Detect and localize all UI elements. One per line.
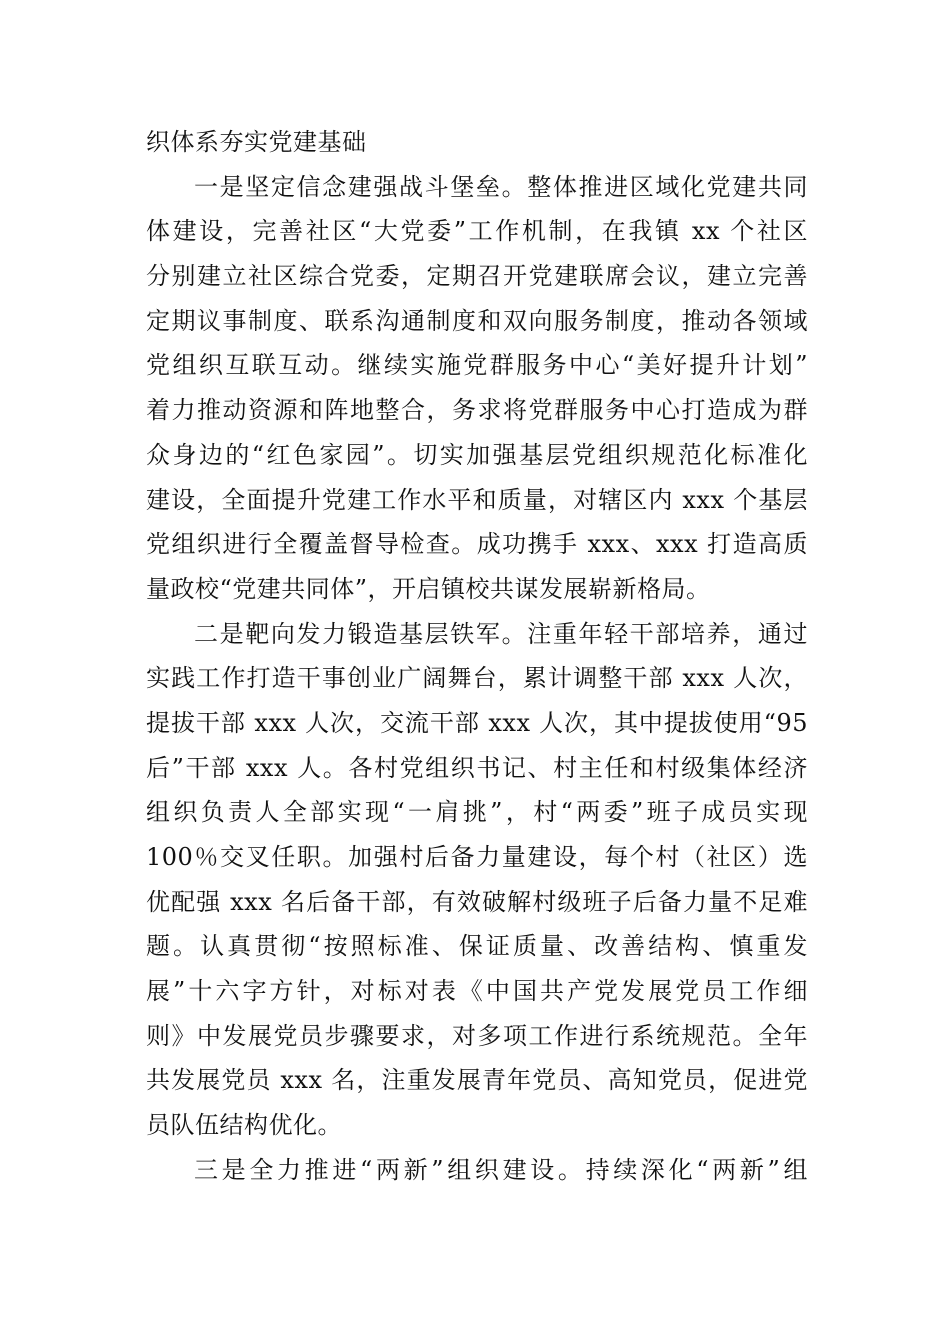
text-line: 定期议事制度、联系沟通制度和双向服务制度，推动各领域 bbox=[146, 306, 808, 335]
text-line: 100％交叉任职。加强村后备力量建设，每个村（社区）选 bbox=[146, 843, 808, 871]
text-line: 后”干部 xxx 人。各村党组织书记、村主任和村级集体经济 bbox=[146, 753, 808, 782]
text-line: 织体系夯实党建基础 bbox=[146, 128, 367, 156]
text-line: 题。认真贯彻“按照标准、保证质量、改善结构、慎重发 bbox=[146, 932, 808, 961]
text-line: 党组织进行全覆盖督导检查。成功携手 xxx、xxx 打造高质 bbox=[146, 530, 808, 559]
text-line: 党组织互联互动。继续实施党群服务中心“美好提升计划” bbox=[146, 351, 808, 380]
paragraph-2-heading-line: 二是靶向发力锻造基层铁军。注重年轻干部培养，通过 bbox=[194, 619, 808, 648]
text-line: 体建设，完善社区“大党委”工作机制，在我镇 xx 个社区 bbox=[146, 217, 808, 246]
paragraph-3-heading-line: 三是全力推进“两新”组织建设。持续深化“两新”组 bbox=[194, 1155, 808, 1184]
text-line: 量政校“党建共同体”，开启镇校共谋发展崭新格局。 bbox=[146, 574, 711, 603]
text-line: 共发展党员 xxx 名，注重发展青年党员、高知党员，促进党 bbox=[146, 1066, 808, 1095]
text-line: 则》中发展党员步骤要求，对多项工作进行系统规范。全年 bbox=[146, 1021, 808, 1050]
text-line: 优配强 xxx 名后备干部，有效破解村级班子后备力量不足难 bbox=[146, 887, 808, 916]
text-line: 实践工作打造干事创业广阔舞台，累计调整干部 xxx 人次， bbox=[146, 664, 808, 693]
text-line: 提拔干部 xxx 人次，交流干部 xxx 人次，其中提拔使用“95 bbox=[146, 708, 808, 737]
text-line: 建设，全面提升党建工作水平和质量，对辖区内 xxx 个基层 bbox=[146, 485, 808, 514]
document-body bbox=[146, 120, 808, 1193]
text-line: 员队伍结构优化。 bbox=[146, 1111, 342, 1140]
text-line: 众身边的“红色家园”。切实加强基层党组织规范化标准化 bbox=[146, 440, 808, 469]
paragraph-1-heading-line: 一是坚定信念建强战斗堡垒。整体推进区域化党建共同 bbox=[194, 172, 808, 201]
text-line: 展”十六字方针，对标对表《中国共产党发展党员工作细 bbox=[146, 977, 808, 1006]
text-line: 分别建立社区综合党委，定期召开党建联席会议，建立完善 bbox=[146, 262, 808, 291]
text-line: 组织负责人全部实现“一肩挑”，村“两委”班子成员实现 bbox=[146, 798, 808, 827]
text-line: 着力推动资源和阵地整合，务求将党群服务中心打造成为群 bbox=[146, 396, 808, 425]
